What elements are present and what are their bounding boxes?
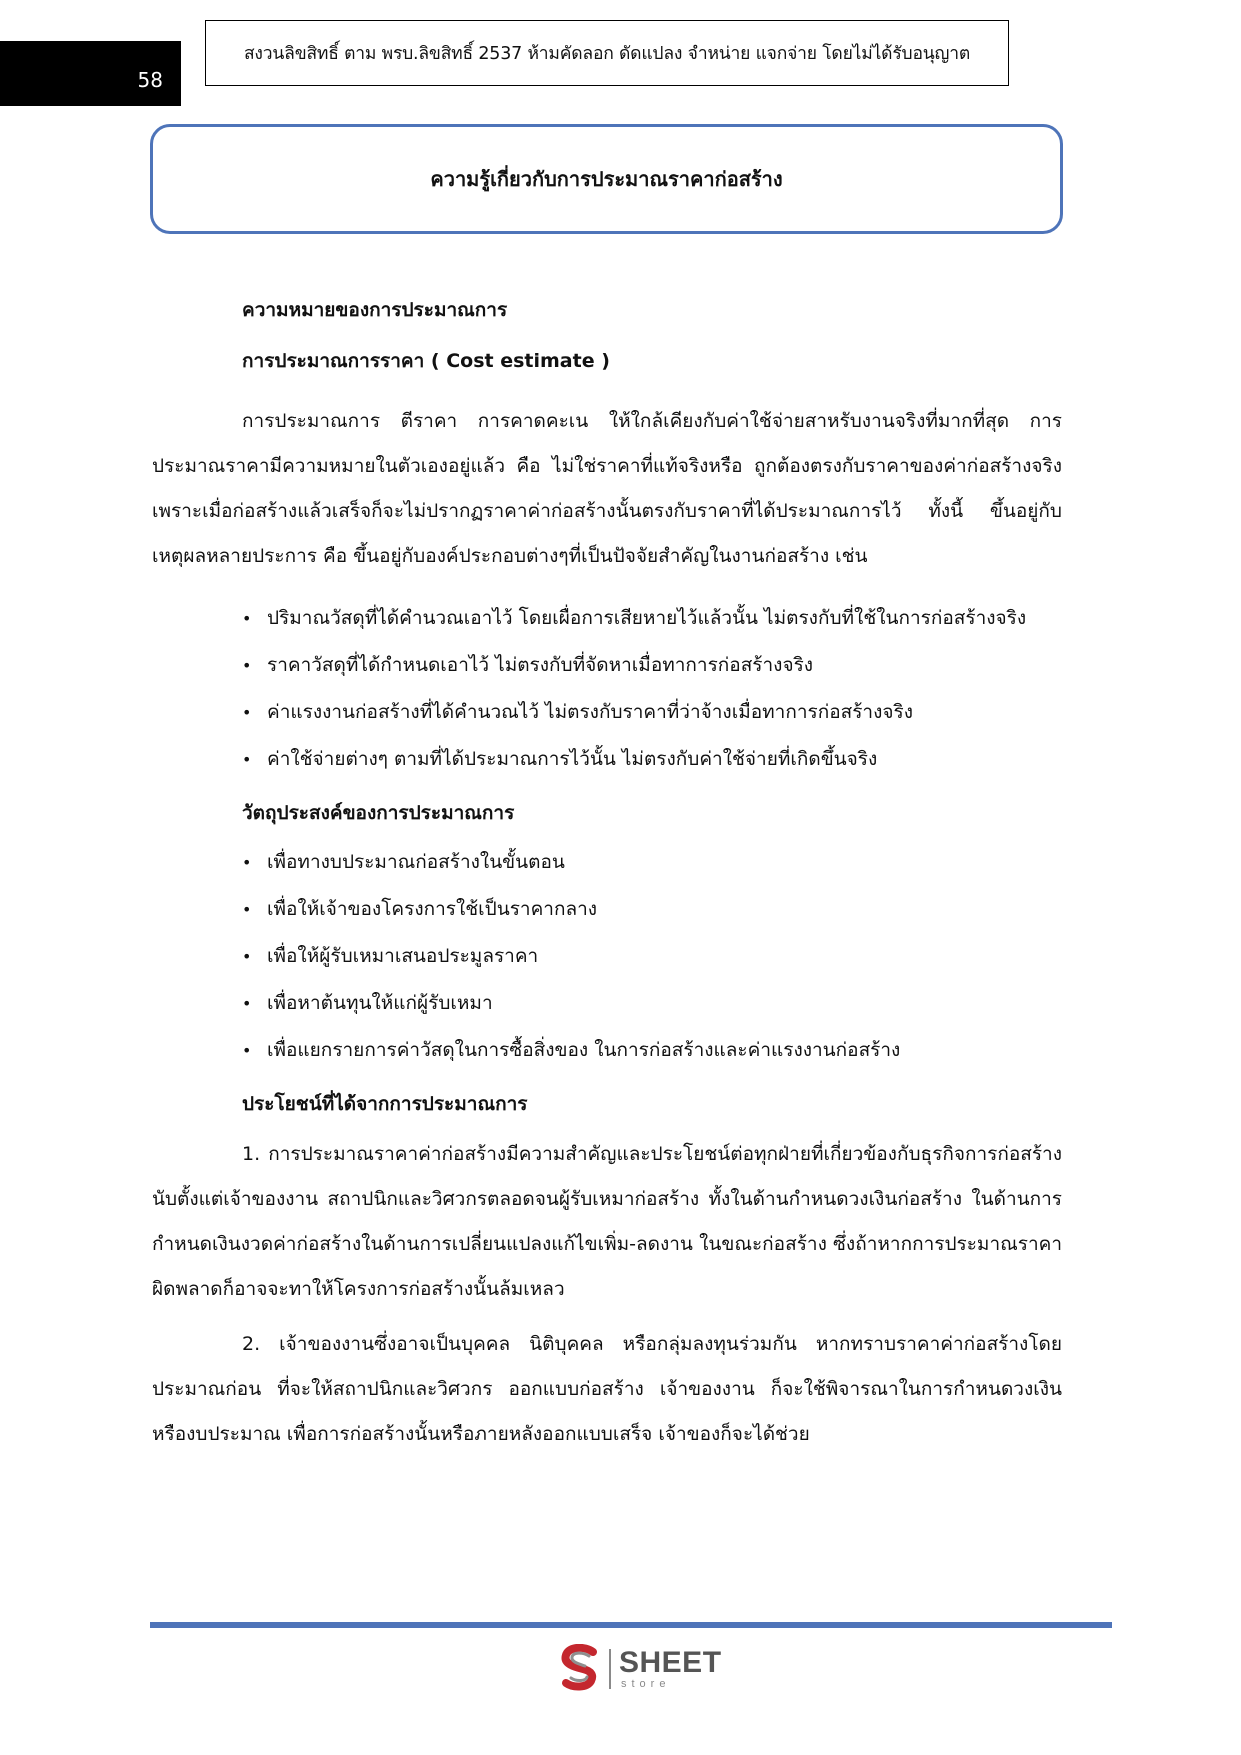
page-title-box: [150, 124, 1063, 234]
section-heading-meaning: ความหมายของการประมาณการ: [242, 299, 508, 321]
list-item: • ค่าแรงงานก่อสร้างที่ได้คำนวณไว้ ไม่ตรงกับราคาที่ว่าจ้างเมื่อทาการก่อสร้างจริง: [242, 689, 1062, 736]
section-heading-benefits: ประโยชน์ที่ได้จากการประมาณการ: [242, 1093, 528, 1115]
list-item: • เพื่อให้ผู้รับเหมาเสนอประมูลราคา: [242, 933, 1062, 980]
paragraph-benefit-2: 2. เจ้าของงานซึ่งอาจเป็นบุคคล นิติบุคคล หรือกลุ่มลงทุนร่วมกัน หากทราบราคาค่าก่อสร้างโดยประมาณก่อน ที่จะให้สถาปนิกและวิศวกร ออกแบบก่อสร้าง เจ้าของงาน ก็จะใช้พิจารณาในการกำหนดวงเงิน หรืองบประมาณ เพื่อการก่อสร้างนั้นหรือภายหลังออกแบบเสร็จ เจ้าของก็จะได้ช่วย: [152, 1333, 1062, 1445]
logo-name: SHEET: [619, 1646, 722, 1679]
page-number: 58: [137, 67, 163, 92]
list-item: • เพื่อแยกรายการค่าวัสดุในการซื้อสิ่งของ ในการก่อสร้างและค่าแรงงานก่อสร้าง: [242, 1027, 1062, 1074]
paragraph-definition: การประมาณการ ตีราคา การคาดคะเน ให้ใกล้เคียงกับค่าใช้จ่ายสาหรับงานจริงที่มากที่สุด การประมาณราคามีความหมายในตัวเองอยู่แล้ว คือ ไม่ใช่ราคาที่แท้จริงหรือ ถูกต้องตรงกับราคาของค่าก่อสร้างจริง เพราะเมื่อก่อสร้างแล้วเสร็จก็จะไม่ปรากฏราคาค่าก่อสร้างนั้นตรงกับราคาที่ได้ประมาณการไว้ ทั้งนี้ ขึ้นอยู่กับเหตุผลหลายประการ คือ ขึ้นอยู่กับองค์ประกอบต่างๆที่เป็นปัจจัยสำคัญในงานก่อสร้าง เช่น: [152, 410, 1062, 567]
copyright-text: สงวนลิขสิทธิ์ ตาม พรบ.ลิขสิทธิ์ 2537 ห้ามคัดลอก ดัดแปลง จำหน่าย แจกจ่าย โดยไม่ได้รับอนุญาต: [243, 44, 971, 64]
section-heading-objectives: วัตถุประสงค์ของการประมาณการ: [242, 802, 515, 824]
paragraph-benefit-1: 1. การประมาณราคาค่าก่อสร้างมีความสำคัญและประโยชน์ต่อทุกฝ่ายที่เกี่ยวข้องกับธุรกิจการก่อสร้างนับตั้งแต่เจ้าของงาน สถาปนิกและวิศวกรตลอดจนผู้รับเหมาก่อสร้าง ทั้งในด้านกำหนดวงเงินก่อสร้าง ในด้านการกำหนดเงินงวดค่าก่อสร้างในด้านการเปลี่ยนแปลงแก้ไขเพิ่ม-ลดงาน ในขณะก่อสร้าง ซึ่งถ้าหากการประมาณราคาผิดพลาดก็อาจจะทาให้โครงการก่อสร้างนั้นล้มเหลว: [152, 1143, 1062, 1300]
page-title: ความรู้เกี่ยวกับการประมาณราคาก่อสร้าง: [430, 167, 783, 191]
bullet-list-factors: [152, 595, 1062, 783]
page-number-box: [0, 41, 181, 106]
list-item: • ปริมาณวัสดุที่ได้คำนวณเอาไว้ โดยเผื่อการเสียหายไว้แล้วนั้น ไม่ตรงกับที่ใช้ในการก่อสร้างจริง: [242, 595, 1062, 642]
list-item: • เพื่อให้เจ้าของโครงการใช้เป็นราคากลาง: [242, 886, 1062, 933]
list-item: • เพื่อทางบประมาณก่อสร้างในขั้นตอน: [242, 839, 1062, 886]
footer-divider: [150, 1622, 1112, 1628]
logo-text: [619, 1648, 722, 1690]
logo-subtitle: store: [621, 1678, 671, 1690]
list-item: • ค่าใช้จ่ายต่างๆ ตามที่ได้ประมาณการไว้นั้น ไม่ตรงกับค่าใช้จ่ายที่เกิดขึ้นจริง: [242, 736, 1062, 783]
bullet-list-objectives: [152, 839, 1062, 1074]
document-body: [152, 292, 1062, 1467]
list-item: • เพื่อหาต้นทุนให้แก่ผู้รับเหมา: [242, 980, 1062, 1027]
copyright-notice: [205, 20, 1009, 86]
sheet-store-logo: [557, 1644, 722, 1694]
sheet-store-s-icon: [557, 1644, 603, 1694]
logo-divider: [609, 1649, 611, 1689]
section-subheading-cost-estimate: การประมาณการราคา ( Cost estimate ): [242, 350, 610, 372]
list-item: • ราคาวัสดุที่ได้กำหนดเอาไว้ ไม่ตรงกับที่จัดหาเมื่อทาการก่อสร้างจริง: [242, 642, 1062, 689]
